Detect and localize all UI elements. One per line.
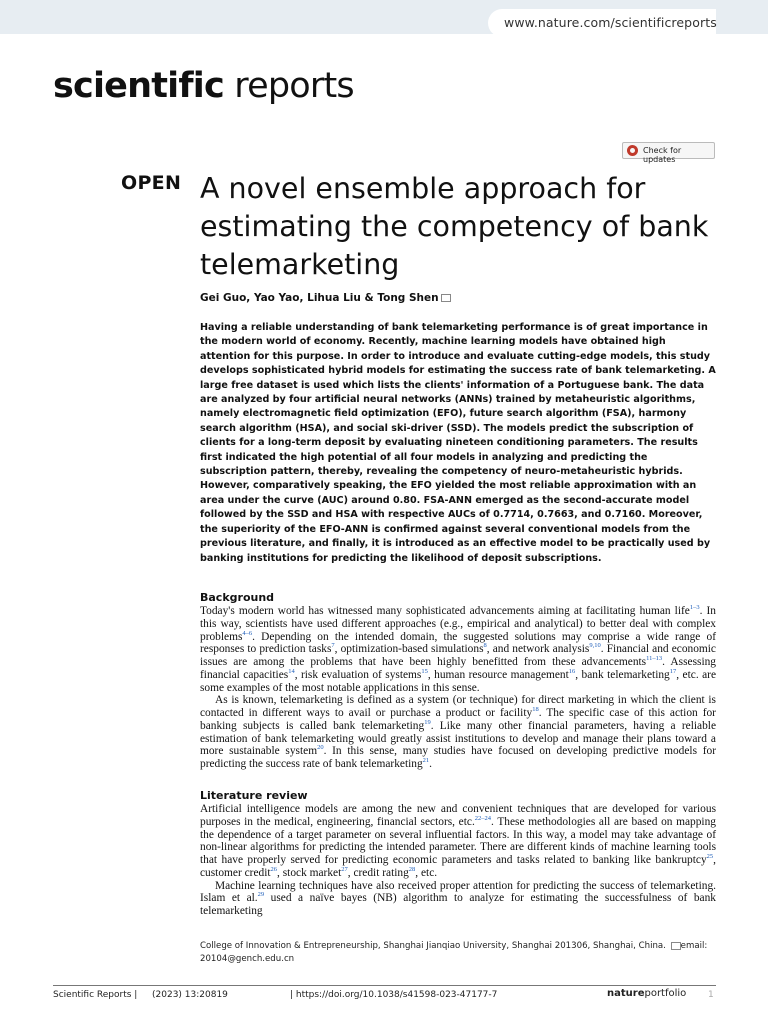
- body-text: , stock market: [277, 866, 342, 879]
- crossmark-icon: [627, 145, 638, 156]
- envelope-icon[interactable]: [441, 294, 451, 302]
- body-text: , etc.: [415, 866, 438, 879]
- body-text: , customer credit: [200, 854, 716, 879]
- body-text: .: [429, 758, 433, 770]
- citation-ref[interactable]: 20: [317, 744, 324, 752]
- publisher-bold: nature: [607, 988, 645, 999]
- citation-ref[interactable]: 27: [341, 865, 348, 873]
- journal-logo-light: reports: [234, 66, 354, 106]
- author-list: [200, 292, 451, 304]
- literature-paragraph-1: [200, 803, 716, 880]
- body-text: , optimization-based simulations: [334, 643, 484, 656]
- body-text: . In this way, scientists have used different approaches (e.g., empirical and analytical) to better deal with complex problems: [200, 605, 717, 643]
- check-for-updates-label: Check for updates: [643, 146, 682, 164]
- footer-volume: (2023) 13:20819: [152, 990, 228, 1000]
- citation-ref[interactable]: 19: [424, 718, 431, 726]
- body-text: . Financial and economic issues are among the problems that have been highly benefitted from these advancements: [200, 643, 716, 668]
- body-text: . The specific case of this action for banking subjects is called bank telemarketing: [200, 707, 716, 732]
- body-text: . In this sense, many studies have focused on developing predictive models for predicting the success rate of bank telemarketing: [200, 745, 716, 770]
- affiliation-text: College of Innovation & Entrepreneurship, Shanghai Jianqiao University, Shanghai 201306, Shanghai, China.: [200, 941, 666, 951]
- body-text: . These methodologies all are based on mapping the dependence of a target parameter on several influential factors. In this way, a model may take advantage of non-linear algorithms for predicting the intended parameter. There are different kinds of machine learning tools that have properly served for predicting economic parameters and tasks related to banking like bankruptcy: [200, 815, 716, 866]
- journal-logo-bold: scientific: [53, 66, 224, 106]
- citation-ref[interactable]: 22–24: [474, 814, 492, 822]
- body-text: , risk evaluation of systems: [294, 668, 422, 681]
- envelope-icon-small: [671, 942, 681, 950]
- citation-ref[interactable]: 25: [706, 853, 714, 861]
- body-text: , credit rating: [347, 866, 409, 879]
- body-text: , bank telemarketing: [575, 668, 670, 681]
- citation-ref[interactable]: 14: [288, 667, 295, 675]
- background-heading: Background: [200, 591, 275, 604]
- body-text: Today's modern world has witnessed many sophisticated advancements aiming at facilitating human life: [200, 605, 690, 617]
- top-bar: [0, 0, 768, 34]
- citation-ref[interactable]: 18: [532, 706, 539, 714]
- background-section: [200, 591, 716, 771]
- literature-review-heading: Literature review: [200, 789, 308, 802]
- body-text: , etc. are some examples of the most notable applications in this sense.: [200, 668, 717, 694]
- citation-ref[interactable]: 16: [568, 667, 576, 675]
- background-paragraph-2: [200, 694, 716, 771]
- body-text: As is known, telemarketing is defined as a system (or technique) for direct marketing in which the client is contacted in different ways to avail or purchase a product or facility: [200, 694, 716, 719]
- body-text: . Depending on the intended domain, the suggested solutions may comprise a wide range of responses to prediction tasks: [200, 630, 716, 656]
- body-text: . Like many other financial parameters, having a reliable estimation of bank telemarketing would greatly assist institutions to develop and manage their plans toward a more sustainable system: [200, 719, 716, 758]
- footer-doi[interactable]: | https://doi.org/10.1038/s41598-023-47177-7: [290, 990, 498, 1000]
- body-text: , and network analysis: [486, 643, 590, 656]
- email-link[interactable]: 20104@gench.edu.cn: [200, 954, 295, 964]
- body-text: Artificial intelligence models are among the new and convenient techniques that are developed for various purposes in the medical, engineering, financial sectors, etc.: [200, 803, 716, 828]
- article-title: A novel ensemble approach for estimating the competency of bank telemarketing: [200, 172, 709, 281]
- body-text: . Assessing financial capacities: [200, 656, 717, 681]
- citation-ref[interactable]: 8: [483, 642, 487, 650]
- citation-ref[interactable]: 29: [257, 891, 265, 899]
- citation-ref[interactable]: 26: [270, 865, 278, 873]
- literature-review-section: [200, 789, 716, 918]
- open-access-label: OPEN: [121, 172, 182, 194]
- abstract: Having a reliable understanding of bank telemarketing performance is of great importance in the modern world of economy. Recently, machine learning models have obtained high attention for this purpose. In order to introduce and evaluate cutting-edge models, this study develops sophisticated hybrid models for estimating the success rate of bank telemarketing. A large free dataset is used which lists the clients' information of a Portuguese bank. The data are analyzed by four artificial neural networks (ANNs) trained by metaheuristic algorithms, namely electromagnetic field optimization (EFO), future search algorithm (FSA), harmony search algorithm (HSA), and social ski-driver (SSD). The models predict the subscription of clients for a long-term deposit by evaluating nineteen conditioning parameters. The results first indicated the high potential of all four models in analyzing and predicting the subscription pattern, thereby, revealing the competency of neuro-metaheuristic hybrids. However, comparatively speaking, the EFO yielded the most reliable approximation with an area under the curve (AUC) around 0.80. FSA-ANN emerged as the second-accurate model followed by the SSD and HSA with respective AUCs of 0.7714, 0.7663, and 0.7160. Moreover, the superiority of the EFO-ANN is confirmed against several conventional models from the previous literature, and finally, it is introduced as an effective model to be practically used by banking institutions for predicting the likelihood of deposit subscriptions.: [200, 322, 716, 564]
- citation-ref[interactable]: 9,10: [589, 642, 601, 650]
- journal-url[interactable]: www.nature.com/scientificreports: [488, 9, 716, 37]
- body-text: , human resource management: [427, 668, 569, 681]
- literature-paragraph-2: [200, 880, 716, 918]
- footer-journal: Scientific Reports |: [53, 990, 138, 1000]
- citation-ref[interactable]: 7: [331, 642, 335, 650]
- publisher-light: portfolio: [644, 988, 687, 999]
- background-paragraph-1: [200, 605, 716, 694]
- publisher-logo: [607, 988, 686, 999]
- citation-ref[interactable]: 28: [408, 865, 416, 873]
- citation-ref[interactable]: 1–3: [689, 604, 700, 612]
- page-number: 1: [708, 990, 714, 1000]
- journal-logo: [53, 66, 354, 106]
- affiliation-footnote: [200, 940, 716, 966]
- citation-ref[interactable]: 11–13: [646, 655, 663, 663]
- citation-ref[interactable]: 21: [422, 757, 430, 765]
- citation-ref[interactable]: 17: [669, 667, 677, 675]
- body-text: used a naïve bayes (NB) algorithm to analyze for estimating the successfulness of bank telemarketing: [200, 892, 716, 917]
- email-label: email:: [680, 941, 708, 951]
- authors-text: Gei Guo, Yao Yao, Lihua Liu & Tong Shen: [200, 292, 439, 304]
- body-text: Machine learning techniques have also received proper attention for predicting the success of telemarketing. Islam et al.: [200, 879, 716, 905]
- citation-ref[interactable]: 15: [421, 667, 428, 675]
- citation-ref[interactable]: 4–6: [242, 629, 253, 637]
- footer-rule: [53, 985, 716, 986]
- check-for-updates-button[interactable]: [622, 142, 715, 164]
